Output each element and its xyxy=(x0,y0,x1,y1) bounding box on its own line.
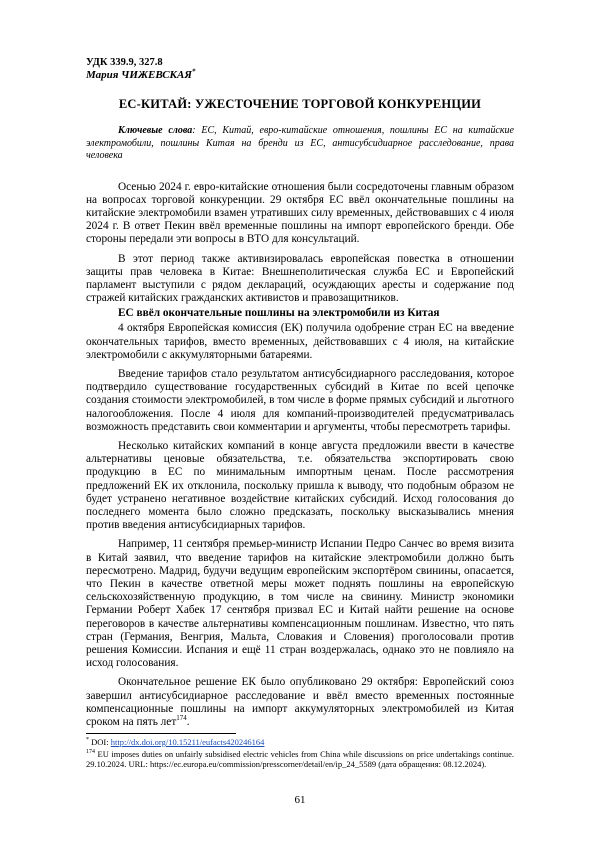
footnote-divider xyxy=(86,733,236,734)
author-name xyxy=(86,69,514,82)
paragraph xyxy=(86,676,514,729)
udk-code: УДК 339.9, 327.8 xyxy=(86,57,163,68)
doi-label: DOI: xyxy=(89,737,111,747)
author-name-text: Мария ЧИЖЕВСКАЯ xyxy=(86,69,192,81)
paragraph-end: . xyxy=(186,716,190,729)
keywords-text: : ЕС, Китай, евро-китайские отношения, пошлины ЕС на китайские электромобили, пошлины Китая на бренди из ЕС, антисубсидиарное расследование, права человека xyxy=(86,125,514,161)
footnote-mark: 174 xyxy=(86,748,95,755)
paragraph: Несколько китайских компаний в конце августа предложили ввести в качестве альтернативы ценовые обязательства, т.е. обязательства экспортировать свою продукцию в ЕС по минимальным импортным ценам. После рассмотрения предложений ЕК их отклонила, поскольку пришла к выводу, что подобным образом не будет устранено негативное воздействие китайских субсидий. Исход голосования до последнего момента было сложно предсказать, поскольку высказывались мнения против введения антисубсидиарных тарифов. xyxy=(86,439,514,532)
section-heading: ЕС ввёл окончательные пошлины на электромобили из Китая xyxy=(118,307,440,320)
paragraph-text: Окончательное решение ЕК было опубликовано 29 октября: Европейский союз завершил антисубсидиарное расследование и ввёл вместо временных постоянные компенсационные пошлины на импорт аккумуляторных электромобилей из Китая сроком на пять лет xyxy=(86,676,514,729)
paragraph: Например, 11 сентября премьер-министр Испании Педро Санчес во время визита в Китай заявил, что введение тарифов на китайские электромобили должно быть пересмотрено. Мадрид, будучи ведущим европейским экспортёром свинины, опасается, что Пекин в качестве ответной меры может поднять пошлины на европейскую сельскохозяйственную продукцию, в том числе на свинину. Министр экономики Германии Роберт Хабек 17 сентября призвал ЕС и Китай найти решение на основе переговоров в качестве альтернативы компенсационным пошлинам. Известно, что пять стран (Германия, Венгрия, Мальта, Словакия и Словения) проголосовали против решения Комиссии. Испания и ещё 11 стран воздержалась, однако это не повлияло на исход голосования. xyxy=(86,538,514,670)
paragraph: 4 октября Европейская комиссия (ЕК) получила одобрение стран ЕС на введение окончательных тарифов, вместо временных, действовавших с 4 июля, на китайские электромобили с аккумуляторными батареями. xyxy=(86,322,514,361)
page-number: 61 xyxy=(294,794,306,806)
article-body xyxy=(86,181,514,730)
keywords-label: Ключевые слова xyxy=(118,125,193,136)
doi-link[interactable]: http://dx.doi.org/10.15211/eufacts420246164 xyxy=(110,737,265,747)
paragraph: В этот период также активизировалась европейская повестка в отношении защиты прав человека в Китае: Внешнеполитическая служба ЕС и Европейский парламент выступили с рядом деклараций, осуждающих аресты и содержание под стражей китайских гражданских активистов и правозащитников. xyxy=(86,252,514,305)
article-title: ЕС-КИТАЙ: УЖЕСТОЧЕНИЕ ТОРГОВОЙ КОНКУРЕНЦИИ xyxy=(118,97,482,111)
author-footnote-mark: * xyxy=(191,67,196,76)
footnotes xyxy=(86,737,514,771)
footnote-doi xyxy=(86,737,514,748)
keywords xyxy=(86,125,514,163)
paragraph: Введение тарифов стало результатом антисубсидиарного расследования, которое подтвердило существование государственных субсидий в Китае по всей цепочке создания стоимости электромобилей, в том числе в форме прямых субсидий и льготного налогообложения. После 4 июля для компаний-производителей предусматривалась возможность представить свои комментарии и аргументы, чтобы пересмотреть тарифы. xyxy=(86,367,514,433)
paragraph: Осенью 2024 г. евро-китайские отношения были сосредоточены главным образом на вопросах торговой конкуренции. 29 октября ЕС ввёл окончательные пошлины на китайские электромобили взамен утративших силу временных, действовавших с 4 июля 2024 г. В ответ Пекин ввёл временные пошлины на импорт европейского бренди. Обе стороны передали эти вопросы в ВТО для консультаций. xyxy=(86,180,514,246)
footnote-174 xyxy=(86,749,514,770)
footnote-mark: * xyxy=(86,737,89,744)
footnote-text: EU imposes duties on unfairly subsidised electric vehicles from China while discussions on price undertakings continue. 29.10.2024. URL: https://ec.europa.eu/commission/presscorner/detail/en/ip_24_5589 (дата обращения: 08.12.2024). xyxy=(86,748,514,769)
article xyxy=(86,56,514,735)
footnote-ref[interactable]: 174 xyxy=(176,714,187,723)
